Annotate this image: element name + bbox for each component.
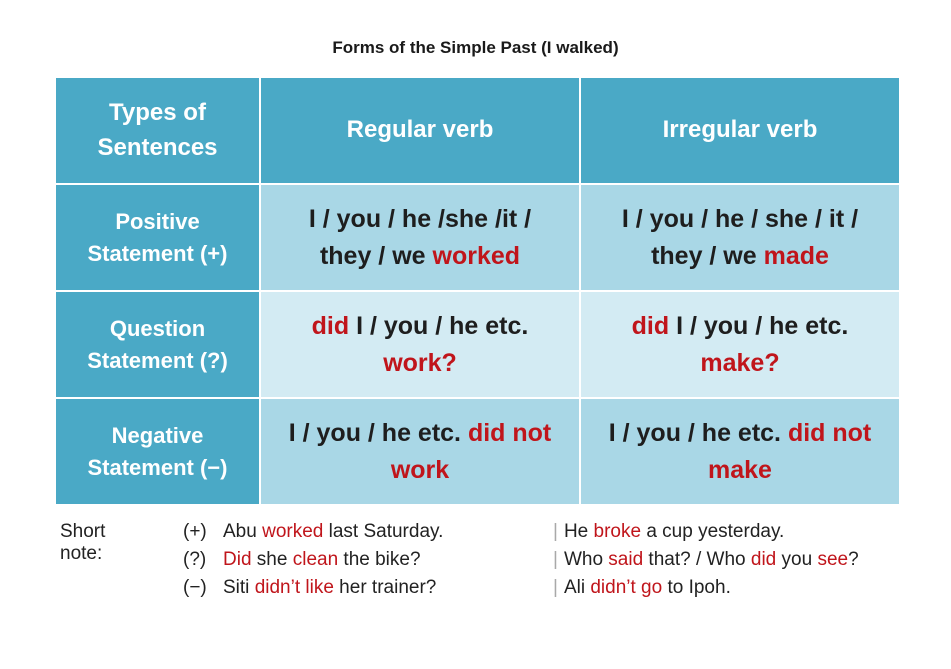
highlight: make <box>708 455 772 484</box>
text: to Ipoh. <box>662 577 731 598</box>
separator: | <box>553 577 558 598</box>
text: I / you / he / she / it / <box>621 205 859 234</box>
note-symbol: (?) <box>183 549 207 570</box>
header-irregular: Irregular verb <box>580 77 900 184</box>
text: she <box>251 549 293 570</box>
text: He <box>563 521 594 542</box>
text: the bike? <box>338 549 421 570</box>
header-types: Types of Sentences <box>55 77 260 184</box>
text: they / we <box>651 241 764 270</box>
text: Who <box>563 549 609 570</box>
highlight: didn’t go <box>590 577 663 598</box>
separator: | <box>553 549 558 570</box>
text: that? / Who <box>643 549 751 570</box>
highlight: clean <box>292 549 339 570</box>
text: last Saturday. <box>323 521 444 542</box>
highlight: work <box>390 455 450 484</box>
text: they / we <box>319 241 433 270</box>
separator: | <box>553 521 558 542</box>
note-left-negative <box>183 577 436 599</box>
cell-negative-regular <box>260 398 580 505</box>
text: I / you / he etc. <box>608 419 788 448</box>
text: Siti <box>223 577 255 598</box>
highlight: made <box>763 241 829 270</box>
text: ? <box>848 549 859 570</box>
cell-positive-regular <box>260 184 580 291</box>
text: I / you / he /she /it / <box>308 205 532 234</box>
note-right-question <box>553 549 859 571</box>
highlight: did not <box>787 419 872 448</box>
highlight: work? <box>383 348 457 377</box>
short-note-label: Short note: <box>60 521 106 564</box>
highlight: see <box>817 549 849 570</box>
simple-past-table <box>54 76 901 506</box>
row-type-positive: Positive Statement (+) <box>55 184 260 291</box>
text: I / you / he etc. <box>288 419 468 448</box>
highlight: didn’t like <box>254 577 334 598</box>
note-right-negative <box>553 577 731 599</box>
text: her trainer? <box>333 577 437 598</box>
note-left-question <box>183 549 421 571</box>
table-row-negative <box>55 398 900 505</box>
header-regular: Regular verb <box>260 77 580 184</box>
highlight: did <box>631 312 670 341</box>
text: Ali <box>563 577 591 598</box>
text: I / you / he etc. <box>349 312 529 341</box>
page-title: Forms of the Simple Past (I walked) <box>332 38 619 57</box>
highlight: worked <box>262 521 324 542</box>
highlight: said <box>608 549 644 570</box>
text: you <box>776 549 818 570</box>
note-left-positive <box>183 521 443 543</box>
highlight: worked <box>432 241 521 270</box>
text: a cup yesterday. <box>641 521 785 542</box>
highlight: make? <box>700 348 780 377</box>
row-type-question: Question Statement (?) <box>55 291 260 398</box>
cell-positive-irregular <box>580 184 900 291</box>
highlight: Did <box>223 549 252 570</box>
cell-negative-irregular <box>580 398 900 505</box>
table-row-question <box>55 291 900 398</box>
table-row-positive <box>55 184 900 291</box>
highlight: broke <box>593 521 642 542</box>
highlight: did not <box>467 419 552 448</box>
highlight: did <box>311 312 350 341</box>
note-right-positive <box>553 521 784 543</box>
text: Abu <box>223 521 263 542</box>
text: I / you / he etc. <box>669 312 849 341</box>
cell-question-regular <box>260 291 580 398</box>
note-symbol: (+) <box>183 521 207 542</box>
highlight: did <box>750 549 777 570</box>
row-type-negative: Negative Statement (−) <box>55 398 260 505</box>
note-symbol: (−) <box>183 577 207 598</box>
header-row <box>55 77 900 184</box>
cell-question-irregular <box>580 291 900 398</box>
